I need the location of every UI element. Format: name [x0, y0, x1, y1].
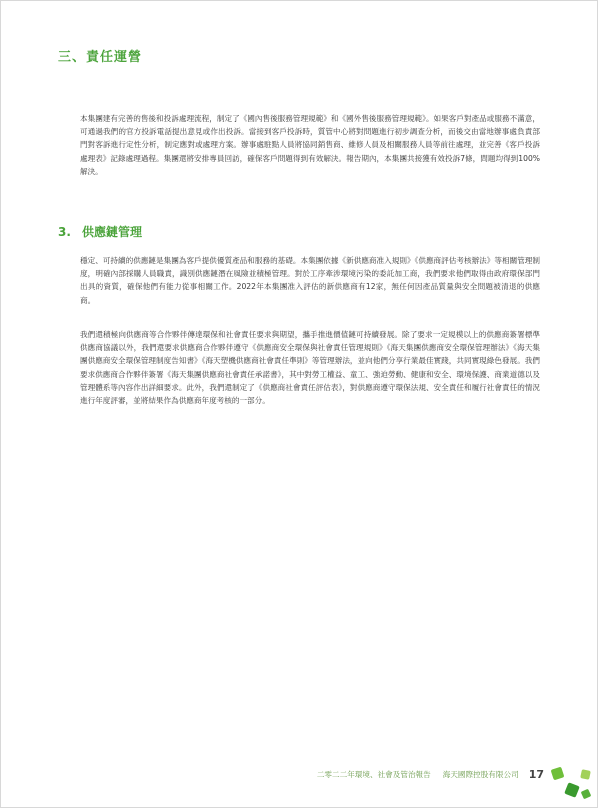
- green-squares-decoration-icon: [548, 760, 594, 804]
- footer-report-name: 二零二二年環境、社會及管治報告: [316, 769, 431, 779]
- section-title: 三、責任運營: [58, 50, 143, 65]
- subsection-number: 3.: [58, 225, 71, 239]
- paragraph-supplier-responsibility: 我們還積極向供應商等合作夥伴傳達環保和社會責任要求與期望，攜手推進價值鏈可持續發展。除了要求一定規模以上的供應商簽署標準供應商協議以外，我們還要求供應商合作夥伴遵守《供應商安全環保與社會責任管理規則》《海天集團供應商安全環保管理辦法》《海天集團供應商安全環保管理制度告知書》《海天塑機供應商社會責任準則》等管理辦法，並向他們分享行業最佳實踐，共同實現綠色發展。我們要求供應商合作夥伴簽署《海天集團供應商社會責任承諾書》，其中對勞工權益、童工、強迫勞動、健康和安全、環境保護、商業道德以及管理體系等內容作出詳細要求。此外，我們還制定了《供應商社會責任評估表》，對供應商遵守環保法規、安全責任和履行社會責任的情況進行年度評審，並將結果作為供應商年度考核的一部分。: [80, 330, 540, 406]
- subsection-heading: [58, 223, 142, 240]
- page-footer: [254, 766, 544, 782]
- page-number: 17: [528, 767, 544, 781]
- paragraph-supply-chain: 穩定、可持續的供應鏈是集團為客戶提供優質產品和服務的基礎。本集團依據《新供應商准入規則》《供應商評估考核辦法》等相關管理制度，明確內部採購人員職責，識別供應鏈潛在風險並積極管理。對於工序牽涉環境污染的委託加工商，我們要求他們取得由政府環保部門出具的資質，確保他們有能力從事相關工作。2022年本集團准入評估的新供應商有12家，無任何因產品質量與安全問題被清退的供應商。: [80, 256, 540, 305]
- paragraph-complaints: 本集團建有完善的售後和投訴處理流程，制定了《國內售後服務管理規範》和《國外售後服務管理規範》。如果客戶對產品或服務不滿意，可通過我們的官方投訴電話提出意見或作出投訴。當接到客戶投訴時，質管中心將對問題進行初步調查分析，而後交由當地辦事處負責部門對客訴進行定性分析，制定應對或處理方案。辦事處駐點人員將協同銷售商、維修人員及相關服務人員等前往處理，並完善《客戶投訴處理表》記錄處理過程。集團還將安排專員回訪，確保客戶問題得到有效解決。報告期內，本集團共接獲有效投訴7條，問題均得到100%解決。: [80, 114, 540, 176]
- subsection-title: 供應鏈管理: [82, 225, 143, 239]
- footer-company-name: 海天國際控股有限公司: [442, 769, 519, 779]
